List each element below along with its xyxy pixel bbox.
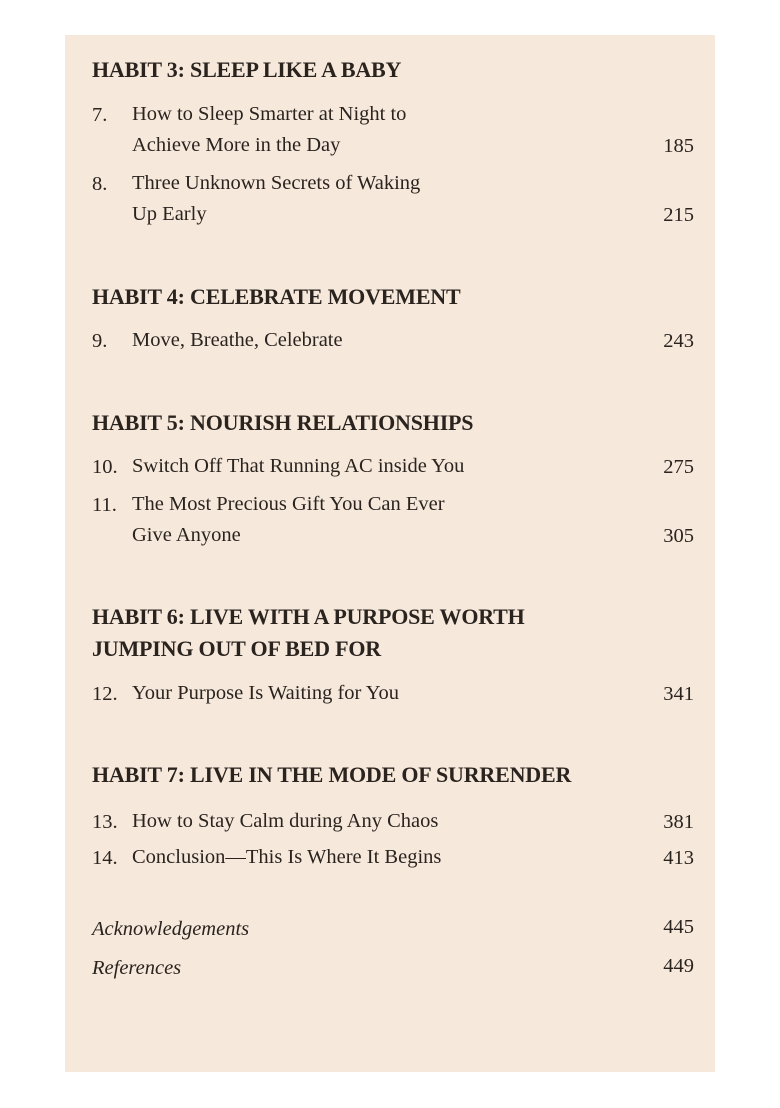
entry-page: 243 [663, 330, 694, 352]
entry-page: 381 [663, 811, 694, 833]
back-matter-page: 445 [663, 916, 694, 938]
section-heading: JUMPING OUT OF BED FOR [92, 636, 381, 661]
entry-number: 8. [92, 173, 108, 195]
section-heading: HABIT 6: LIVE WITH A PURPOSE WORTH [92, 604, 525, 629]
entry-title-line: How to Sleep Smarter at Night to [132, 103, 407, 125]
entry-number: 11. [92, 494, 117, 516]
section-heading: HABIT 4: CELEBRATE MOVEMENT [92, 284, 461, 309]
entry-page: 341 [663, 683, 694, 705]
entry-page: 275 [663, 456, 694, 478]
back-matter-title: Acknowledgements [92, 918, 250, 940]
section-heading: HABIT 7: LIVE IN THE MODE OF SURRENDER [92, 762, 572, 787]
entry-title: Switch Off That Running AC inside You [132, 455, 465, 477]
back-matter-page: 449 [663, 955, 694, 977]
entry-page: 413 [663, 847, 694, 869]
entry-title-line: Up Early [132, 203, 207, 225]
entry-title: Move, Breathe, Celebrate [132, 329, 343, 351]
entry-title: Your Purpose Is Waiting for You [132, 682, 399, 704]
section-heading: HABIT 3: SLEEP LIKE A BABY [92, 57, 402, 82]
entry-number: 9. [92, 330, 108, 352]
entry-number: 10. [92, 456, 118, 478]
entry-title-line: Achieve More in the Day [132, 134, 341, 156]
entry-page: 215 [663, 204, 694, 226]
back-matter-title: References [92, 957, 182, 979]
entry-title: Conclusion—This Is Where It Begins [132, 846, 442, 868]
entry-title-line: Give Anyone [132, 524, 241, 546]
entry-number: 14. [92, 847, 118, 869]
entry-number: 12. [92, 683, 118, 705]
entry-page: 305 [663, 525, 694, 547]
section-heading: HABIT 5: NOURISH RELATIONSHIPS [92, 410, 474, 435]
entry-title-line: The Most Precious Gift You Can Ever [132, 493, 445, 515]
entry-number: 13. [92, 811, 118, 833]
entry-title-line: Three Unknown Secrets of Waking [132, 172, 421, 194]
entry-page: 185 [663, 135, 694, 157]
entry-number: 7. [92, 104, 108, 126]
entry-title: How to Stay Calm during Any Chaos [132, 810, 439, 832]
